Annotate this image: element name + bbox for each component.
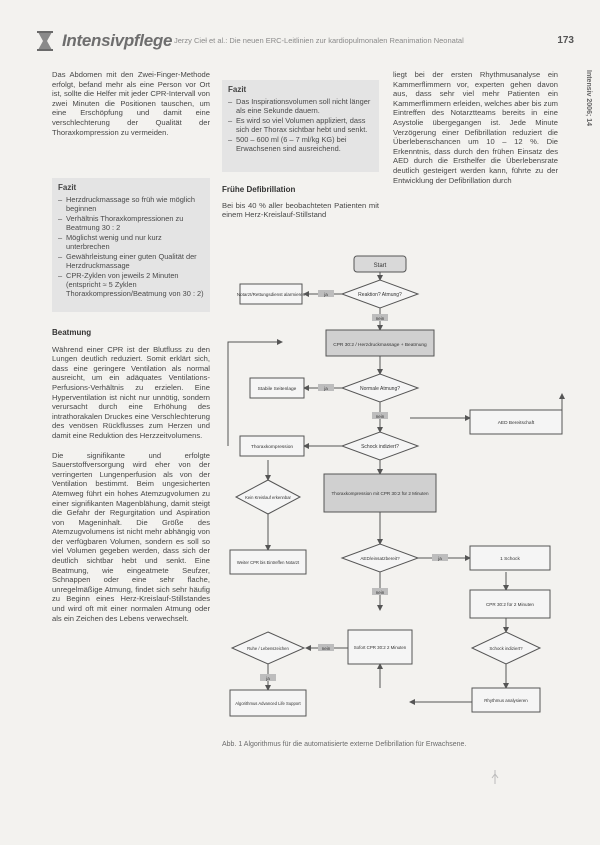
- tag-ja-label: ja: [438, 556, 442, 561]
- sofort-cpr-label: Sofort CPR 30:2 2 Minuten: [353, 645, 407, 650]
- fazit-item: – Es wird so viel Volumen appliziert, dass sich der Thorax sichtbar hebt und senkt.: [236, 116, 375, 134]
- intro-paragraph: Das Abdomen mit den Zwei-Finger-Methode erfolgt, befand mehr als eine Person vor Ort ist, sollte die Helfer mit jeder CPR-Intervall von zwei Minuten die Positionen tauschen, um eine Erschöpfung und damit eine verschlechterung der Qualität der Thoraxkompression zu vermeiden.: [52, 70, 210, 137]
- fazit-title: Fazit: [58, 183, 77, 192]
- decision-schock-label: Schock indiziert?: [361, 444, 399, 450]
- fazit-item: – Das Inspirationsvolumen soll nicht länger als eine Sekunde dauern.: [236, 97, 375, 115]
- decision-atmung-label: Normale Atmung?: [359, 386, 401, 392]
- cpr-weiter-label: CPR 30:2 für 2 Minuten: [485, 602, 535, 607]
- cpr-2min-label: Thoraxkompression mit CPR 30:2 für 2 Minuten: [331, 491, 429, 496]
- schock-label: 1 Schock: [500, 557, 520, 562]
- tag-ja-label: ja: [324, 386, 328, 391]
- fazit-item: – 500 – 600 ml (6 – 7 ml/kg KG) bei Erwachsenen sind ausreichend.: [236, 135, 375, 153]
- figure-caption: Abb. 1 Algorithmus für die automatisierte externe Defibrillation für Erwachsene.: [222, 741, 467, 748]
- fazit-item: – Herzdruckmassage so früh wie möglich beginnen: [66, 195, 206, 213]
- running-title: Jerzy Cieł et al.: Die neuen ERC-Leitlinien zur kardiopulmonalen Reanimation Neonatal: [174, 36, 464, 45]
- decision-schock-2-label: Schock indiziert?: [489, 646, 523, 651]
- tag-nein-label: nein: [375, 590, 385, 595]
- section-title-beatmung: Beatmung: [52, 328, 92, 337]
- page-number: 173: [557, 35, 574, 46]
- tag-nein-label: nein: [375, 414, 385, 419]
- fazit-item: – Möglichst wenig und nur kurz unterbrechen: [66, 233, 206, 251]
- notfall-label: Algorithmus Advanced Life Support: [235, 701, 301, 706]
- notarzt-label: Notarzt/Rettungsdienst alarmieren: [236, 292, 306, 297]
- journal-logo-icon: [34, 30, 56, 52]
- fazit-box-2: [222, 80, 379, 172]
- section-title-defibrillation: Frühe Defibrillation: [222, 185, 296, 194]
- fazit-item: – Gewährleistung einer guten Qualität der Herzdruckmassage: [66, 252, 206, 270]
- journal-brand: Intensivpflege: [62, 31, 173, 50]
- decision-aed-label: AED/einsatzbereit?: [360, 556, 400, 561]
- decision-herzstillstand-label: Kein Kreislauf erkennbar: [245, 495, 291, 500]
- start-label: Start: [373, 263, 387, 269]
- tag-ja-label: ja: [324, 292, 328, 297]
- body-paragraph: Während einer CPR ist der Blutfluss zu den Lungen deutlich reduziert. Somit erklärt sich, dass eine geringere Ventilation als normal ausreicht, um ein adäquates Ventilations-Perfusions-Verhältnis zu erzielen. Eine Hyperventilation ist nicht nur unnötig, sondern verursacht durch eine Erhöhung des intrathorakalen Druckes eine Verschlechterung des venösen Rückflusses zum Herzen und damit eine Reduktion des Herzzeitvolumens.: [52, 344, 210, 440]
- seitenlage-label: Stabile Seitenlage: [257, 387, 297, 392]
- page-header: [34, 30, 574, 52]
- fazit-item: – Verhältnis Thoraxkompressionen zu Beatmung 30 : 2: [66, 214, 206, 232]
- rhythmus-label: Rhythmus analysieren: [484, 698, 528, 703]
- column-1: [52, 70, 210, 137]
- fazit-list: [58, 195, 206, 298]
- page-mark-icon: [491, 770, 499, 784]
- tag-ja-label: ja: [266, 676, 270, 681]
- cpr-first-label: CPR 30:2 / Herzdruckmassage + Beatmung: [333, 343, 427, 348]
- side-label: Intensiv 2006; 14: [585, 70, 592, 127]
- tag-nein-label: nein: [321, 646, 331, 651]
- column-1-body: [52, 328, 210, 623]
- fazit-title: Fazit: [228, 85, 247, 94]
- body-paragraph: liegt bei der ersten Rhythmusanalyse ein Kammerflimmern vor, experten gehen davon aus, dass sehr viel mehr Patienten ein Kammerflimmern erleiden, welches aber bis zum Eintreffen des Notarztteams bereits in eine Asystolie übergegangen ist. Jede Minute Verzögerung einer Defibrillation reduziert die Überlebenschancen um 10 – 12 %. Die Erkenntnis, dass durch den frühen Einsatz des AED durch die Ersthelfer die Überlebensrate deutlich gesteigert werden kann, führte zu der Entwicklung der Defibrillation durch: [393, 70, 558, 185]
- aed-algorithm-flowchart: [222, 250, 568, 738]
- fazit-box-1: [52, 178, 210, 312]
- aed-ready-label: AED Bereitschaft: [497, 421, 535, 426]
- decision-ruhe-label: Ruhe / Lebenszeichen: [247, 646, 289, 651]
- tag-nein-label: nein: [375, 316, 385, 321]
- column-2-body: [222, 185, 379, 220]
- body-paragraph: Die signifikante und erfolgte Sauerstoffversorgung wird eher von der verringerten Lungenperfusion als von der Ventilation bestimmt. Beim ungesicherten Atemweg führt ein hohes Atemzugvolumen zu einer signifikanten Magenblähung, damit steigt die Gefahr der Regurgitation und Aspiration von Mageninhalt. Die Größe des Atemzugvolumens ist nicht mehr abhängig von der verfügbaren Volumen, sondern es soll so viel Volumen gegeben werden, dass sich der deutlich sichtbar hebt und senkt. Eine Beatmung, wie eingeatmete Seufzer, Schnappen oder eine sehr flache, unregelmäßige Atmung, findet sich sehr häufig zu Beginn eines Herz-Kreislauf-Stillstandes und wird oft mit einer normalen Atmung oder als ein Zeichen des Lebens verwechselt.: [52, 450, 210, 623]
- column-3: [393, 70, 558, 185]
- fazit-list: [228, 97, 375, 153]
- fazit-item: – CPR-Zyklen von jeweils 2 Minuten (entspricht ≈ 5 Zyklen Thoraxkompression/Beatmung von 30 : 2): [66, 271, 206, 298]
- weiter-cpr-label: Weiter CPR bis Eintreffen Notarzt: [236, 560, 300, 565]
- thoraxkompression-label: Thoraxkompression: [250, 445, 294, 450]
- decision-reaktion-label: Reaktion? Atmung?: [358, 292, 402, 298]
- body-paragraph: Bei bis 40 % aller beobachteten Patienten mit einem Herz-Kreislauf-Stillstand: [222, 200, 379, 220]
